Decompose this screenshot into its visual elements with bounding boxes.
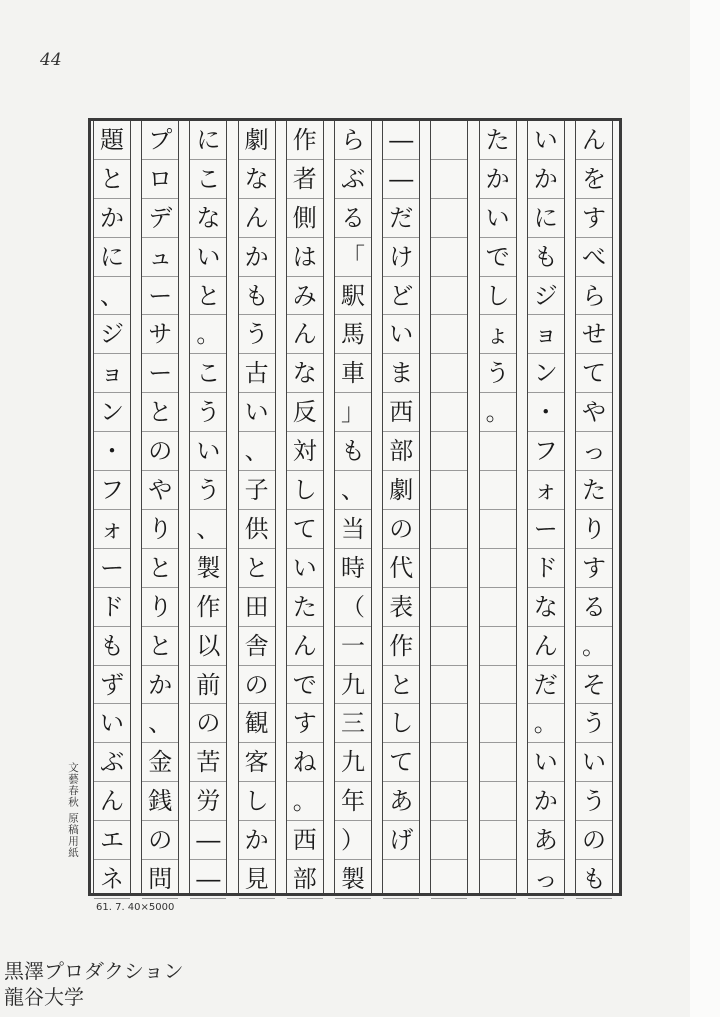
manuscript-cell: と	[142, 627, 178, 666]
manuscript-cell: 西	[383, 393, 419, 432]
manuscript-cell: 。	[480, 393, 516, 432]
manuscript-cell	[431, 821, 467, 860]
manuscript-cell: ぶ	[94, 743, 130, 782]
manuscript-cell	[431, 199, 467, 238]
manuscript-cell: と	[239, 549, 275, 588]
watermark-line-2: 龍谷大学	[4, 985, 84, 1009]
manuscript-cell: な	[190, 199, 226, 238]
manuscript-cell: ん	[576, 121, 612, 160]
manuscript-cell: 客	[239, 743, 275, 782]
manuscript-cell	[431, 354, 467, 393]
manuscript-cell: に	[528, 199, 564, 238]
manuscript-cell: て	[287, 510, 323, 549]
manuscript-cell: と	[94, 160, 130, 199]
manuscript-cell: 、	[142, 705, 178, 744]
manuscript-cell: ―	[190, 821, 226, 860]
manuscript-cell: っ	[528, 860, 564, 899]
manuscript-cell: サ	[142, 316, 178, 355]
manuscript-cell: の	[190, 705, 226, 744]
manuscript-cell: 製	[335, 860, 371, 899]
manuscript-cell: な	[528, 588, 564, 627]
manuscript-cell: 。	[190, 316, 226, 355]
manuscript-cell	[431, 549, 467, 588]
manuscript-column	[189, 121, 227, 893]
watermark-line-1: 黒澤プロダクション	[4, 959, 184, 983]
manuscript-cell: の	[239, 666, 275, 705]
manuscript-cell: か	[94, 199, 130, 238]
manuscript-cell: り	[576, 510, 612, 549]
manuscript-cell: 。	[528, 705, 564, 744]
manuscript-cell: た	[287, 588, 323, 627]
manuscript-cell: う	[190, 393, 226, 432]
manuscript-cell: を	[576, 160, 612, 199]
manuscript-cell: 西	[287, 821, 323, 860]
manuscript-cell	[480, 666, 516, 705]
paper-code: 61. 7. 40×5000	[96, 902, 175, 913]
manuscript-cell: う	[239, 316, 275, 355]
manuscript-column	[575, 121, 613, 893]
manuscript-cell: る	[335, 199, 371, 238]
manuscript-cell: で	[287, 666, 323, 705]
manuscript-cell	[480, 743, 516, 782]
manuscript-cell: も	[335, 432, 371, 471]
manuscript-cell: 労	[190, 782, 226, 821]
manuscript-cell: ド	[94, 588, 130, 627]
manuscript-cell: 側	[287, 199, 323, 238]
manuscript-cell: ―	[383, 121, 419, 160]
manuscript-cell: ―	[383, 160, 419, 199]
manuscript-cell: 。	[576, 627, 612, 666]
manuscript-cell	[431, 471, 467, 510]
manuscript-cell: 年	[335, 782, 371, 821]
manuscript-cell: る	[576, 588, 612, 627]
manuscript-cell: し	[383, 705, 419, 744]
manuscript-cell: ま	[383, 354, 419, 393]
manuscript-cell	[431, 860, 467, 899]
manuscript-cell: ー	[528, 510, 564, 549]
manuscript-cell: か	[142, 666, 178, 705]
manuscript-cell: せ	[576, 316, 612, 355]
manuscript-cell	[431, 121, 467, 160]
manuscript-cell: 「	[335, 238, 371, 277]
manuscript-cell: 製	[190, 549, 226, 588]
manuscript-cell: ー	[94, 549, 130, 588]
manuscript-cell: い	[528, 743, 564, 782]
manuscript-cell: 作	[287, 121, 323, 160]
manuscript-cell	[480, 432, 516, 471]
manuscript-cell	[480, 860, 516, 899]
manuscript-cell	[431, 743, 467, 782]
manuscript-cell: ね	[287, 743, 323, 782]
manuscript-cell: ン	[94, 393, 130, 432]
manuscript-cell: た	[480, 121, 516, 160]
manuscript-cell: も	[94, 627, 130, 666]
manuscript-cell: 前	[190, 666, 226, 705]
manuscript-cell: 、	[239, 432, 275, 471]
manuscript-column	[141, 121, 179, 893]
manuscript-cell: に	[94, 238, 130, 277]
manuscript-cell: ジ	[528, 277, 564, 316]
manuscript-column	[93, 121, 131, 893]
manuscript-cell: 九	[335, 666, 371, 705]
manuscript-cell: と	[142, 393, 178, 432]
manuscript-cell	[431, 277, 467, 316]
manuscript-cell: 銭	[142, 782, 178, 821]
manuscript-cell: 劇	[383, 471, 419, 510]
manuscript-cell: 見	[239, 860, 275, 899]
manuscript-cell: こ	[190, 354, 226, 393]
manuscript-cell: エ	[94, 821, 130, 860]
manuscript-cell: か	[480, 160, 516, 199]
manuscript-cell: い	[287, 549, 323, 588]
manuscript-cell: ョ	[94, 354, 130, 393]
manuscript-cell: み	[287, 277, 323, 316]
manuscript-cell: あ	[383, 782, 419, 821]
manuscript-cell: や	[142, 471, 178, 510]
manuscript-cell: あ	[528, 821, 564, 860]
manuscript-cell: か	[239, 238, 275, 277]
manuscript-cell: ロ	[142, 160, 178, 199]
manuscript-cell: 、	[94, 277, 130, 316]
manuscript-cell: 車	[335, 354, 371, 393]
manuscript-cell: ォ	[94, 510, 130, 549]
manuscript-cell: う	[576, 705, 612, 744]
manuscript-cell: 以	[190, 627, 226, 666]
manuscript-cell: 三	[335, 705, 371, 744]
manuscript-cell	[431, 393, 467, 432]
manuscript-cell: は	[287, 238, 323, 277]
manuscript-cell: の	[383, 510, 419, 549]
manuscript-column	[430, 121, 468, 893]
manuscript-cell: 子	[239, 471, 275, 510]
manuscript-cell: に	[190, 121, 226, 160]
manuscript-cell	[431, 160, 467, 199]
manuscript-cell	[480, 627, 516, 666]
manuscript-sheet	[88, 118, 622, 896]
manuscript-cell	[480, 549, 516, 588]
manuscript-cell: で	[480, 238, 516, 277]
manuscript-cell	[431, 316, 467, 355]
manuscript-cell: べ	[576, 238, 612, 277]
manuscript-cell: い	[239, 393, 275, 432]
manuscript-cell: 田	[239, 588, 275, 627]
manuscript-cell: う	[576, 782, 612, 821]
manuscript-cell: ュ	[142, 238, 178, 277]
manuscript-cell	[431, 705, 467, 744]
manuscript-cell: と	[190, 277, 226, 316]
manuscript-cell: な	[287, 354, 323, 393]
manuscript-cell: 作	[190, 588, 226, 627]
manuscript-cell: 作	[383, 627, 419, 666]
manuscript-cell: ょ	[480, 316, 516, 355]
manuscript-cell: ー	[142, 277, 178, 316]
manuscript-cell: ）	[335, 821, 371, 860]
manuscript-cell: も	[528, 238, 564, 277]
manuscript-cell: 当	[335, 510, 371, 549]
manuscript-column	[286, 121, 324, 893]
paper-edge	[690, 0, 720, 1017]
manuscript-cell: ・	[94, 432, 130, 471]
manuscript-cell: 題	[94, 121, 130, 160]
watermark	[4, 958, 184, 1010]
manuscript-cell: の	[142, 432, 178, 471]
manuscript-column	[238, 121, 276, 893]
manuscript-cell: げ	[383, 821, 419, 860]
manuscript-cell: フ	[94, 471, 130, 510]
manuscript-cell: し	[480, 277, 516, 316]
manuscript-cell: ド	[528, 549, 564, 588]
manuscript-cell: っ	[576, 432, 612, 471]
manuscript-cell: 表	[383, 588, 419, 627]
manuscript-cell: と	[383, 666, 419, 705]
manuscript-cell: い	[480, 199, 516, 238]
manuscript-cell: か	[528, 160, 564, 199]
manuscript-cell	[480, 821, 516, 860]
manuscript-cell: か	[239, 821, 275, 860]
manuscript-cell: と	[142, 549, 178, 588]
manuscript-cell: の	[142, 821, 178, 860]
manuscript-cell: な	[239, 160, 275, 199]
manuscript-cell: ん	[287, 627, 323, 666]
manuscript-cell: 、	[190, 510, 226, 549]
manuscript-cell: い	[94, 705, 130, 744]
manuscript-cell: ど	[383, 277, 419, 316]
manuscript-cell: 舎	[239, 627, 275, 666]
manuscript-cell: け	[383, 238, 419, 277]
manuscript-cell: て	[383, 743, 419, 782]
manuscript-column	[527, 121, 565, 893]
manuscript-cell: の	[576, 821, 612, 860]
manuscript-cell	[431, 782, 467, 821]
manuscript-cell: ー	[142, 354, 178, 393]
manuscript-cell: ん	[94, 782, 130, 821]
manuscript-cell: し	[287, 471, 323, 510]
manuscript-cell: す	[576, 199, 612, 238]
manuscript-cell	[431, 588, 467, 627]
manuscript-cell: 駅	[335, 277, 371, 316]
manuscript-cell: ぶ	[335, 160, 371, 199]
manuscript-cell: ネ	[94, 860, 130, 899]
manuscript-cell: デ	[142, 199, 178, 238]
page-number: 44	[40, 50, 62, 70]
manuscript-cell: す	[287, 705, 323, 744]
manuscript-cell: 劇	[239, 121, 275, 160]
manuscript-cell: す	[576, 549, 612, 588]
manuscript-cell: 供	[239, 510, 275, 549]
manuscript-cell: い	[528, 121, 564, 160]
manuscript-cell: て	[576, 354, 612, 393]
manuscript-cell: 観	[239, 705, 275, 744]
manuscript-cell: ん	[239, 199, 275, 238]
manuscript-cell: い	[190, 238, 226, 277]
manuscript-cell: し	[239, 782, 275, 821]
manuscript-cell	[480, 705, 516, 744]
manuscript-cell: 代	[383, 549, 419, 588]
manuscript-cell: ン	[528, 354, 564, 393]
manuscript-cell: ォ	[528, 471, 564, 510]
manuscript-cell: り	[142, 588, 178, 627]
manuscript-cell: そ	[576, 666, 612, 705]
manuscript-cell: 」	[335, 393, 371, 432]
manuscript-cell: ず	[94, 666, 130, 705]
manuscript-cell: り	[142, 510, 178, 549]
manuscript-cell: 一	[335, 627, 371, 666]
manuscript-cell: 者	[287, 160, 323, 199]
manuscript-cell: う	[190, 471, 226, 510]
manuscript-cell: 時	[335, 549, 371, 588]
manuscript-cell: い	[383, 316, 419, 355]
manuscript-cell: ・	[528, 393, 564, 432]
manuscript-columns	[91, 121, 619, 893]
manuscript-cell: う	[480, 354, 516, 393]
manuscript-cell: 問	[142, 860, 178, 899]
manuscript-cell: い	[190, 432, 226, 471]
manuscript-cell	[431, 666, 467, 705]
manuscript-cell: だ	[383, 199, 419, 238]
manuscript-cell: 、	[335, 471, 371, 510]
manuscript-cell	[383, 860, 419, 899]
manuscript-cell: 馬	[335, 316, 371, 355]
manuscript-cell: 苦	[190, 743, 226, 782]
manuscript-cell: だ	[528, 666, 564, 705]
manuscript-cell: こ	[190, 160, 226, 199]
manuscript-cell: 古	[239, 354, 275, 393]
manuscript-cell: ジ	[94, 316, 130, 355]
manuscript-cell: ―	[190, 860, 226, 899]
manuscript-cell: ョ	[528, 316, 564, 355]
manuscript-cell: （	[335, 588, 371, 627]
manuscript-cell: ら	[335, 121, 371, 160]
manuscript-cell: た	[576, 471, 612, 510]
paper-brand-label: 文藝春秋 原稿用紙	[67, 762, 79, 859]
manuscript-cell: 部	[383, 432, 419, 471]
manuscript-cell: 部	[287, 860, 323, 899]
manuscript-cell: 対	[287, 432, 323, 471]
manuscript-cell: 九	[335, 743, 371, 782]
manuscript-cell	[480, 510, 516, 549]
manuscript-cell	[431, 510, 467, 549]
manuscript-cell: 。	[287, 782, 323, 821]
manuscript-cell	[431, 432, 467, 471]
manuscript-cell: プ	[142, 121, 178, 160]
manuscript-cell: 金	[142, 743, 178, 782]
manuscript-cell: い	[576, 743, 612, 782]
manuscript-column	[382, 121, 420, 893]
manuscript-cell: フ	[528, 432, 564, 471]
manuscript-cell	[431, 238, 467, 277]
manuscript-cell: も	[239, 277, 275, 316]
manuscript-cell: ん	[287, 316, 323, 355]
manuscript-cell: ら	[576, 277, 612, 316]
manuscript-cell: か	[528, 782, 564, 821]
manuscript-cell: ん	[528, 627, 564, 666]
manuscript-cell	[480, 782, 516, 821]
manuscript-column	[334, 121, 372, 893]
manuscript-column	[479, 121, 517, 893]
manuscript-cell: 反	[287, 393, 323, 432]
manuscript-cell	[480, 471, 516, 510]
manuscript-cell	[480, 588, 516, 627]
manuscript-cell: も	[576, 860, 612, 899]
manuscript-cell: や	[576, 393, 612, 432]
manuscript-cell	[431, 627, 467, 666]
